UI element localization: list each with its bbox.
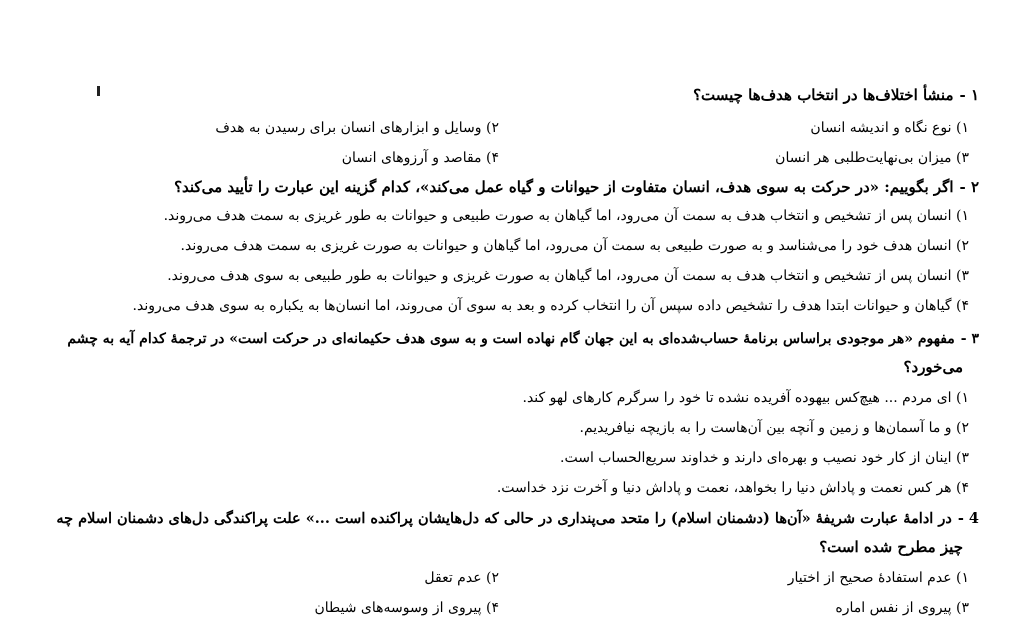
question-text: در ادامهٔ عبارت شریفهٔ «آن‌ها (دشمنان اسلام) را متحد می‌پنداری در حالی که دل‌هایشان پراکنده است ...» علت پراکندگی دل‌های دشمنان اسلام چه bbox=[56, 510, 952, 527]
question-4 bbox=[56, 508, 979, 530]
option[interactable]: ۲) وسایل و ابزارهای انسان برای رسیدن به هدف bbox=[215, 120, 499, 136]
question-2 bbox=[79, 176, 979, 198]
option[interactable]: ۴) مقاصد و آرزوهای انسان bbox=[341, 150, 499, 166]
option[interactable]: ۱) ای مردم ... هیچ‌کس بیهوده آفریده نشده تا خود را سرگرم کارهای لهو کند. bbox=[522, 390, 969, 406]
question-number: ۳ - bbox=[960, 331, 979, 347]
option[interactable]: ۱) انسان پس از تشخیص و انتخاب هدف به سمت آن می‌رود، اما گیاهان به صورت طبیعی و حیوانات به طور غریزی به سمت هدف می‌روند. bbox=[163, 208, 969, 224]
option[interactable]: ۳) اینان از کار خود نصیب و بهره‌ای دارند و خداوند سریع‌الحساب است. bbox=[560, 450, 969, 466]
option[interactable]: ۱) عدم استفادهٔ صحیح از اختیار bbox=[787, 570, 969, 586]
question-4-continued: چیز مطرح شده است؟ bbox=[819, 538, 963, 556]
option[interactable]: ۳) میزان بی‌نهایت‌طلبی هر انسان bbox=[775, 150, 969, 166]
question-3 bbox=[67, 328, 979, 350]
question-3-continued: می‌خورد؟ bbox=[903, 358, 963, 376]
question-text: اگر بگوییم: «در حرکت به سوی هدف، انسان متفاوت از حیوانات و گیاه عمل می‌کند»، کدام گزینه این عبارت را تأیید می‌کند؟ bbox=[174, 178, 954, 196]
option[interactable]: ۳) پیروی از نفس اماره bbox=[835, 600, 969, 616]
option[interactable]: ۲) و ما آسمان‌ها و زمین و آنچه بین آن‌هاست را به بازیچه نیافریدیم. bbox=[579, 420, 969, 436]
question-text: منشأ اختلاف‌ها در انتخاب هدف‌ها چیست؟ bbox=[693, 86, 954, 104]
option[interactable]: ۲) عدم تعقل bbox=[424, 570, 499, 586]
option[interactable]: ۲) انسان هدف خود را می‌شناسد و به صورت طبیعی به سمت آن می‌رود، اما گیاهان و حیوانات به صورت غریزی به سمت هدف می‌روند. bbox=[180, 238, 969, 254]
question-number: 4 - bbox=[957, 510, 979, 527]
option[interactable]: ۱) نوع نگاه و اندیشه انسان bbox=[810, 120, 969, 136]
option[interactable]: ۴) گیاهان و حیوانات ابتدا هدف را تشخیص داده سپس آن را انتخاب کرده و بعد به سوی آن می‌روند، اما انسان‌ها به یکباره به سوی هدف می‌روند. bbox=[132, 298, 969, 314]
option[interactable]: ۳) انسان پس از تشخیص و انتخاب هدف به سمت آن می‌رود، اما گیاهان به صورت غریزی و حیوانات به طور طبیعی به سوی هدف می‌روند. bbox=[167, 268, 969, 284]
option[interactable]: ۴) هر کس نعمت و پاداش دنیا را بخواهد، نعمت و پاداش دنیا و آخرت نزد خداست. bbox=[496, 480, 969, 496]
question-number: ۱ - bbox=[959, 86, 979, 104]
option[interactable]: ۴) پیروی از وسوسه‌های شیطان bbox=[314, 600, 499, 616]
question-text: مفهوم «هر موجودی براساس برنامهٔ حساب‌شده‌ای به این جهان گام نهاده است و به سوی هدف حکیمانه‌ای در حرکت است» در ترجمهٔ کدام آیه به چشم bbox=[67, 331, 955, 347]
question-1 bbox=[79, 84, 979, 106]
question-number: ۲ - bbox=[959, 178, 979, 196]
